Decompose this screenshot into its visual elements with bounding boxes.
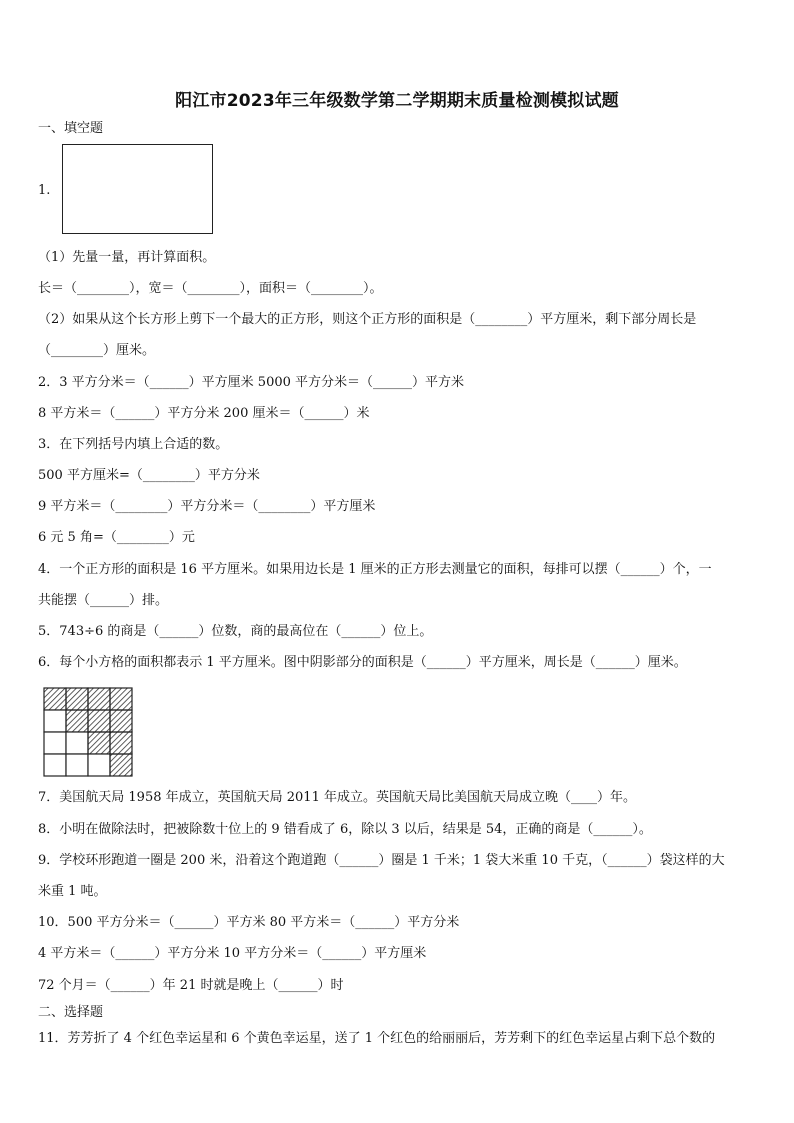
question-4-line-2: 共能摆（______）排。 xyxy=(38,593,169,608)
question-9-line-1: 9．学校环形跑道一圈是 200 米，沿着这个跑道跑（______）圈是 1 千米；1 袋大米重 10 千克，（______）袋这样的大 xyxy=(38,853,725,868)
question-11: 11．芳芳折了 4 个红色幸运星和 6 个黄色幸运星，送了 1 个红色的给丽丽后，芳芳剩下的红色幸运星占剩下总个数的 xyxy=(38,1031,716,1046)
question-10-line-2: 4 平方米＝（______）平方分米 10 平方分米＝（______）平方厘米 xyxy=(38,946,427,961)
question-10-line-3: 72 个月＝（______）年 21 时就是晚上（______）时 xyxy=(38,978,344,993)
grid-cell-shaded xyxy=(88,732,110,754)
grid-cell-shaded xyxy=(110,710,132,732)
question-3: 3．在下列括号内填上合适的数。 xyxy=(38,437,229,452)
question-1-part-2-cont: （________）厘米。 xyxy=(38,343,156,358)
grid-cell-blank xyxy=(66,732,88,754)
shaded-grid-figure xyxy=(43,687,133,777)
grid-cell-blank xyxy=(44,732,66,754)
question-1-measure-line: 长＝（________），宽＝（________），面积＝（________）。 xyxy=(38,281,383,296)
grid-cell-blank xyxy=(66,754,88,776)
question-2-line-2: 8 平方米＝（______）平方分米 200 厘米＝（______）米 xyxy=(38,406,370,421)
question-1-part-2: （2）如果从这个长方形上剪下一个最大的正方形，则这个正方形的面积是（________）平方厘米，剩下部分周长是 xyxy=(38,312,697,327)
grid-cell-shaded xyxy=(110,688,132,710)
section-heading-fill-blank: 一、填空题 xyxy=(38,121,104,136)
question-4-line-1: 4．一个正方形的面积是 16 平方厘米。如果用边长是 1 厘米的正方形去测量它的面积，每排可以摆（______）个，一 xyxy=(38,562,712,577)
grid-cell-shaded xyxy=(66,688,88,710)
question-9-line-2: 米重 1 吨。 xyxy=(38,884,107,899)
page-title: 阳江市2023年三年级数学第二学期期末质量检测模拟试题 xyxy=(175,91,619,111)
question-7: 7．美国航天局 1958 年成立，英国航天局 2011 年成立。英国航天局比美国航天局成立晚（____）年。 xyxy=(38,790,636,805)
question-1-number: 1. xyxy=(38,183,51,198)
grid-cell-blank xyxy=(88,754,110,776)
question-6: 6．每个小方格的面积都表示 1 平方厘米。图中阴影部分的面积是（______）平方厘米，周长是（______）厘米。 xyxy=(38,655,687,670)
measure-rectangle-figure xyxy=(62,144,213,234)
question-5: 5．743÷6 的商是（______）位数，商的最高位在（______）位上。 xyxy=(38,624,433,639)
grid-cell-blank xyxy=(44,754,66,776)
question-3-c: 6 元 5 角=（________）元 xyxy=(38,530,195,545)
question-10-line-1: 10．500 平方分米＝（______）平方米 80 平方米＝（______）平方分米 xyxy=(38,915,460,930)
grid-cell-shaded xyxy=(88,710,110,732)
question-1-part-1: （1）先量一量，再计算面积。 xyxy=(38,250,216,265)
question-3-a: 500 平方厘米=（________）平方分米 xyxy=(38,468,260,483)
question-3-b: 9 平方米＝（________）平方分米＝（________）平方厘米 xyxy=(38,499,376,514)
grid-cell-shaded xyxy=(110,754,132,776)
grid-cell-shaded xyxy=(88,688,110,710)
grid-cell-blank xyxy=(44,710,66,732)
grid-cell-shaded xyxy=(44,688,66,710)
grid-cell-shaded xyxy=(110,732,132,754)
grid-cell-shaded xyxy=(66,710,88,732)
question-2-line-1: 2．3 平方分米＝（______）平方厘米 5000 平方分米＝（______）平方米 xyxy=(38,375,465,390)
section-heading-choice: 二、选择题 xyxy=(38,1005,104,1020)
question-8: 8．小明在做除法时，把被除数十位上的 9 错看成了 6，除以 3 以后，结果是 54，正确的商是（______）。 xyxy=(38,822,652,837)
